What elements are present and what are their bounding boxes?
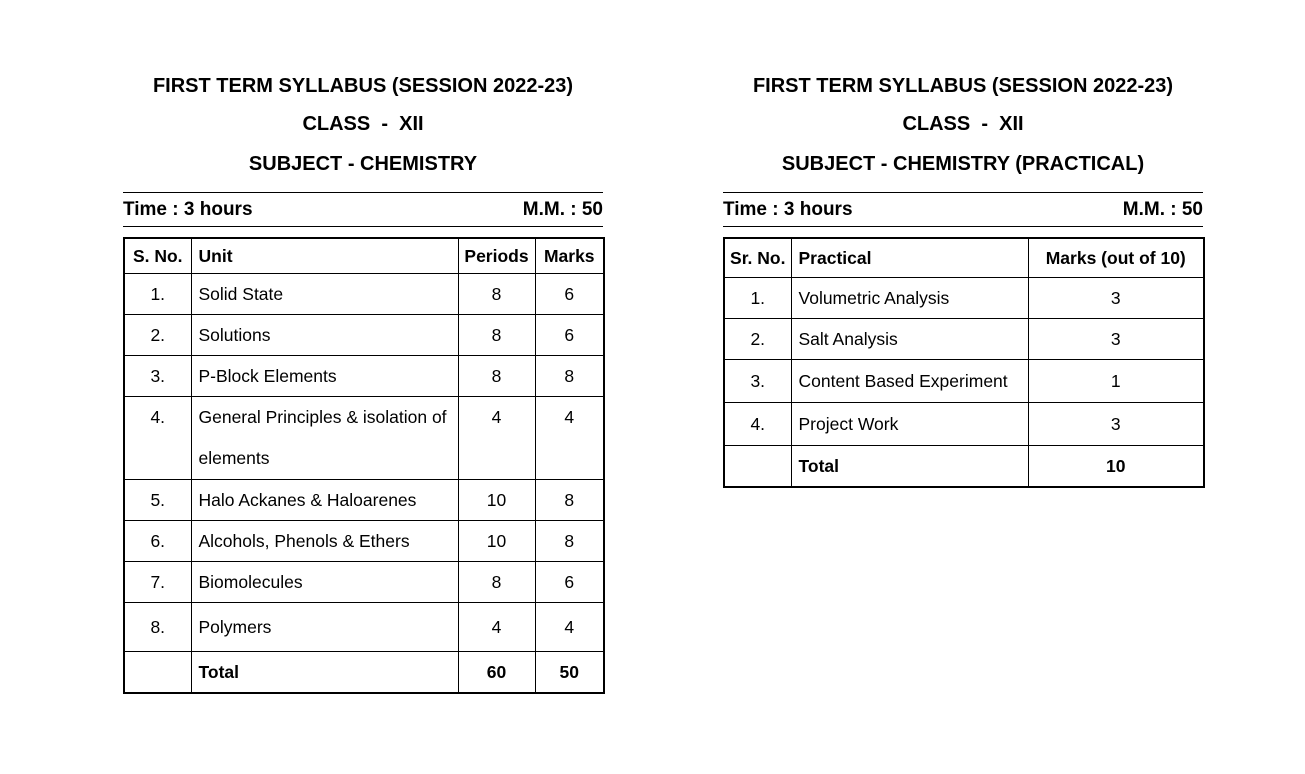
header-unit: Unit [191, 238, 458, 274]
row-sno: 4. [724, 403, 791, 446]
header-marks: Marks [535, 238, 604, 274]
row-sno: 5. [124, 480, 191, 521]
header-sno: Sr. No. [724, 238, 791, 278]
right-meta-bar [723, 192, 1203, 227]
right-subject: SUBJECT - CHEMISTRY (PRACTICAL) [781, 153, 1145, 175]
total-label: Total [791, 446, 1028, 488]
row-periods: 4 [458, 603, 535, 652]
right-time: Time : 3 hours [723, 199, 853, 220]
row-sno: 8. [124, 603, 191, 652]
row-sno: 2. [724, 319, 791, 360]
left-max-marks: M.M. : 50 [522, 199, 603, 220]
table-row [724, 403, 1204, 446]
row-unit: Halo Ackanes & Haloarenes [191, 480, 458, 521]
theory-table [123, 237, 605, 694]
row-marks: 1 [1028, 360, 1204, 403]
row-sno: 3. [724, 360, 791, 403]
row-sno: 2. [124, 315, 191, 356]
row-marks: 3 [1028, 319, 1204, 360]
table-row [124, 397, 604, 480]
row-unit: Polymers [191, 603, 458, 652]
row-marks: 4 [535, 397, 604, 480]
row-periods: 4 [458, 397, 535, 480]
table-header-row [124, 238, 604, 274]
row-practical: Volumetric Analysis [791, 278, 1028, 319]
row-sno: 1. [124, 274, 191, 315]
table-row [124, 480, 604, 521]
total-sno-empty [724, 446, 791, 488]
row-periods: 10 [458, 480, 535, 521]
table-row [124, 521, 604, 562]
practical-table [723, 237, 1205, 488]
row-sno: 3. [124, 356, 191, 397]
table-total-row [724, 446, 1204, 488]
row-sno: 1. [724, 278, 791, 319]
row-unit: General Principles & isolation of elements [191, 397, 458, 480]
row-sno: 6. [124, 521, 191, 562]
table-row [124, 274, 604, 315]
row-sno: 7. [124, 562, 191, 603]
table-row [724, 360, 1204, 403]
row-marks: 3 [1028, 403, 1204, 446]
row-marks: 6 [535, 562, 604, 603]
row-marks: 8 [535, 480, 604, 521]
left-class-line: CLASS - XII [302, 113, 424, 135]
total-label: Total [191, 652, 458, 694]
row-periods: 8 [458, 562, 535, 603]
row-periods: 8 [458, 274, 535, 315]
row-practical: Salt Analysis [791, 319, 1028, 360]
left-subject: SUBJECT - CHEMISTRY [248, 153, 478, 175]
table-row [724, 278, 1204, 319]
total-marks: 50 [535, 652, 604, 694]
row-periods: 8 [458, 315, 535, 356]
row-unit: Solutions [191, 315, 458, 356]
row-practical: Content Based Experiment [791, 360, 1028, 403]
left-title: FIRST TERM SYLLABUS (SESSION 2022-23) [152, 75, 574, 97]
row-marks: 8 [535, 521, 604, 562]
table-header-row [724, 238, 1204, 278]
row-practical: Project Work [791, 403, 1028, 446]
total-sno-empty [124, 652, 191, 694]
header-periods: Periods [458, 238, 535, 274]
total-marks: 10 [1028, 446, 1204, 488]
header-sno: S. No. [124, 238, 191, 274]
table-row [124, 562, 604, 603]
row-unit: Solid State [191, 274, 458, 315]
row-marks: 8 [535, 356, 604, 397]
left-time: Time : 3 hours [123, 199, 253, 220]
row-periods: 8 [458, 356, 535, 397]
row-marks: 3 [1028, 278, 1204, 319]
table-total-row [124, 652, 604, 694]
row-marks: 6 [535, 315, 604, 356]
row-periods: 10 [458, 521, 535, 562]
row-sno: 4. [124, 397, 191, 480]
table-row [724, 319, 1204, 360]
row-unit: Biomolecules [191, 562, 458, 603]
header-practical: Practical [791, 238, 1028, 278]
row-marks: 4 [535, 603, 604, 652]
table-row [124, 356, 604, 397]
right-max-marks: M.M. : 50 [1122, 199, 1203, 220]
table-row [124, 315, 604, 356]
right-title: FIRST TERM SYLLABUS (SESSION 2022-23) [752, 75, 1174, 97]
header-marks: Marks (out of 10) [1028, 238, 1204, 278]
row-marks: 6 [535, 274, 604, 315]
total-periods: 60 [458, 652, 535, 694]
right-class-line: CLASS - XII [902, 113, 1024, 135]
table-row [124, 603, 604, 652]
row-unit: Alcohols, Phenols & Ethers [191, 521, 458, 562]
row-unit: P-Block Elements [191, 356, 458, 397]
left-meta-bar [123, 192, 603, 227]
